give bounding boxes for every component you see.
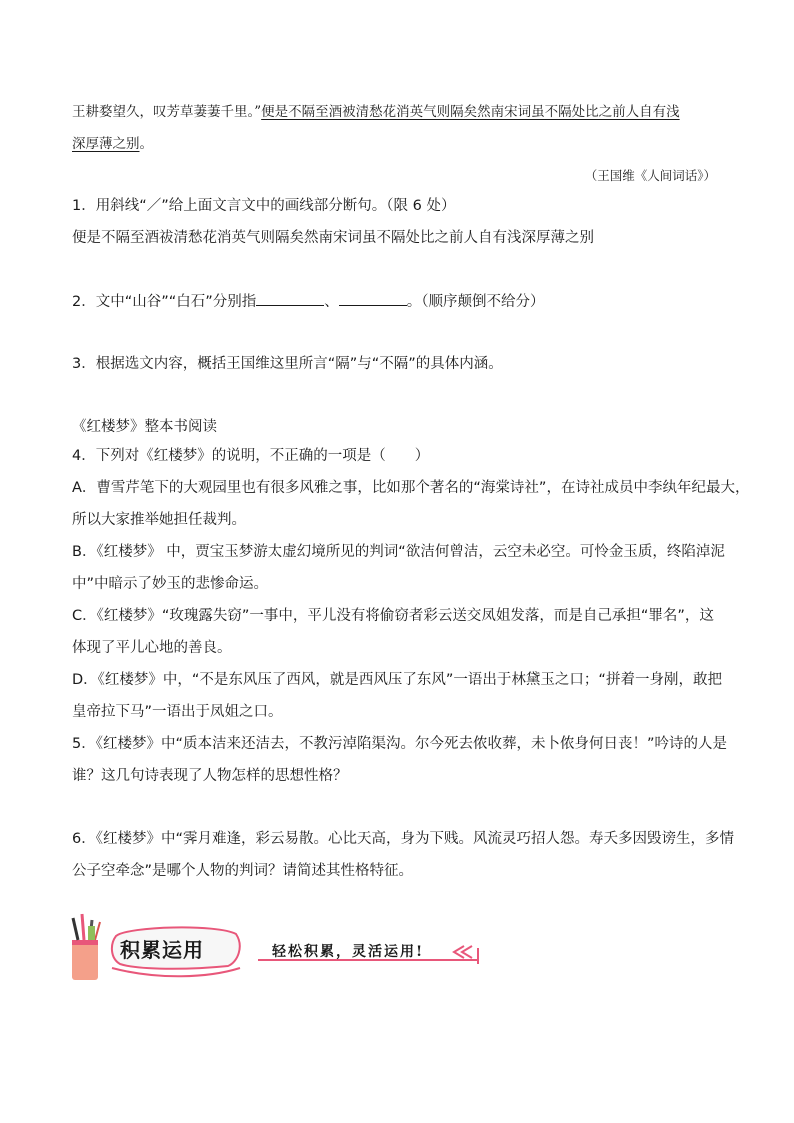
separator: 、: [324, 294, 339, 310]
answer-blank-1[interactable]: [256, 291, 324, 306]
question-6-line-2: 公子空牵念”是哪个人物的判词？请简述其性格特征。: [72, 863, 414, 879]
section-heading: 《红楼梦》整本书阅读: [72, 419, 217, 435]
option-a-line-1: A．曹雪芹笔下的大观园里也有很多风雅之事，比如那个著名的“海棠诗社”，在诗社成员中李纨年纪最大，: [72, 480, 750, 496]
pencil-cup-icon: [72, 914, 100, 980]
double-arrow-left-icon: [454, 946, 472, 958]
passage-line-1: [72, 102, 724, 122]
passage-text: 王耕婺望久，叹芳草萋萋千里。”: [72, 104, 262, 120]
question-5-line-2: 谁？这几句诗表现了人物怎样的思想性格？: [72, 768, 348, 784]
option-c-line-1: C．《红楼梦》“玫瑰露失窃”一事中，平儿没有将偷窃者彩云送交凤姐发落，而是自己承担“罪名”，这: [72, 608, 714, 624]
banner-title: 积累运用: [120, 938, 204, 962]
question-4: 4．下列对《红楼梦》的说明，不正确的一项是（ ）: [72, 448, 430, 464]
option-d-line-1: D．《红楼梦》中，“不是东风压了西风，就是西风压了东风”一语出于林黛玉之口；“拼着一身剐，敢把: [72, 672, 722, 688]
question-6-line-1: 6．《红楼梦》中“霁月难逢，彩云易散。心比天高，身为下贱。风流灵巧招人怨。寿夭多因毁谤生，多情: [72, 831, 734, 847]
option-c-line-2: 体现了平儿心地的善良。: [72, 640, 232, 656]
banner-slogan: 轻松积累，灵活运用!: [272, 944, 425, 960]
passage-source: （王国维《人间词话》）: [584, 168, 716, 183]
passage-text: 。: [139, 136, 153, 152]
option-b-line-2: 中”中暗示了妙玉的悲惨命运。: [72, 576, 269, 592]
answer-blank-2[interactable]: [339, 291, 407, 306]
option-b-line-1: B．《红楼梦》 中，贾宝玉梦游太虚幻境所见的判词“欲洁何曾洁，云空未必空。可怜金玉质，终陷淖泥: [72, 544, 725, 560]
option-a-line-2: 所以大家推举她担任裁判。: [72, 512, 246, 528]
question-2: [72, 291, 724, 312]
option-d-line-2: 皇帝拉下马”一语出于凤姐之口。: [72, 704, 283, 720]
question-3: 3．根据选文内容，概括王国维这里所言“隔”与“不隔”的具体内涵。: [72, 356, 503, 372]
underlined-passage: 深厚薄之别: [72, 136, 140, 152]
question-1-title: 1．用斜线“／”给上面文言文中的画线部分断句。（限 6 处）: [72, 198, 456, 214]
question-1-text: 便是不隔至酒祓清愁花消英气则隔矣然南宋词虽不隔处比之前人自有浅深厚薄之别: [72, 230, 594, 246]
question-2-text: 2．文中“山谷”“白石”分别指: [72, 294, 257, 310]
underlined-passage: 便是不隔至酒被清愁花消英气则隔矣然南宋词虽不隔处比之前人自有浅: [261, 104, 680, 120]
question-5-line-1: 5．《红楼梦》中“质本洁来还洁去，不教污淖陷渠沟。尔今死去侬收葬，未卜侬身何日丧！”吟诗的人是: [72, 736, 727, 752]
question-2-note: 。（顺序颠倒不给分）: [406, 294, 545, 310]
passage-line-2: [72, 134, 724, 154]
